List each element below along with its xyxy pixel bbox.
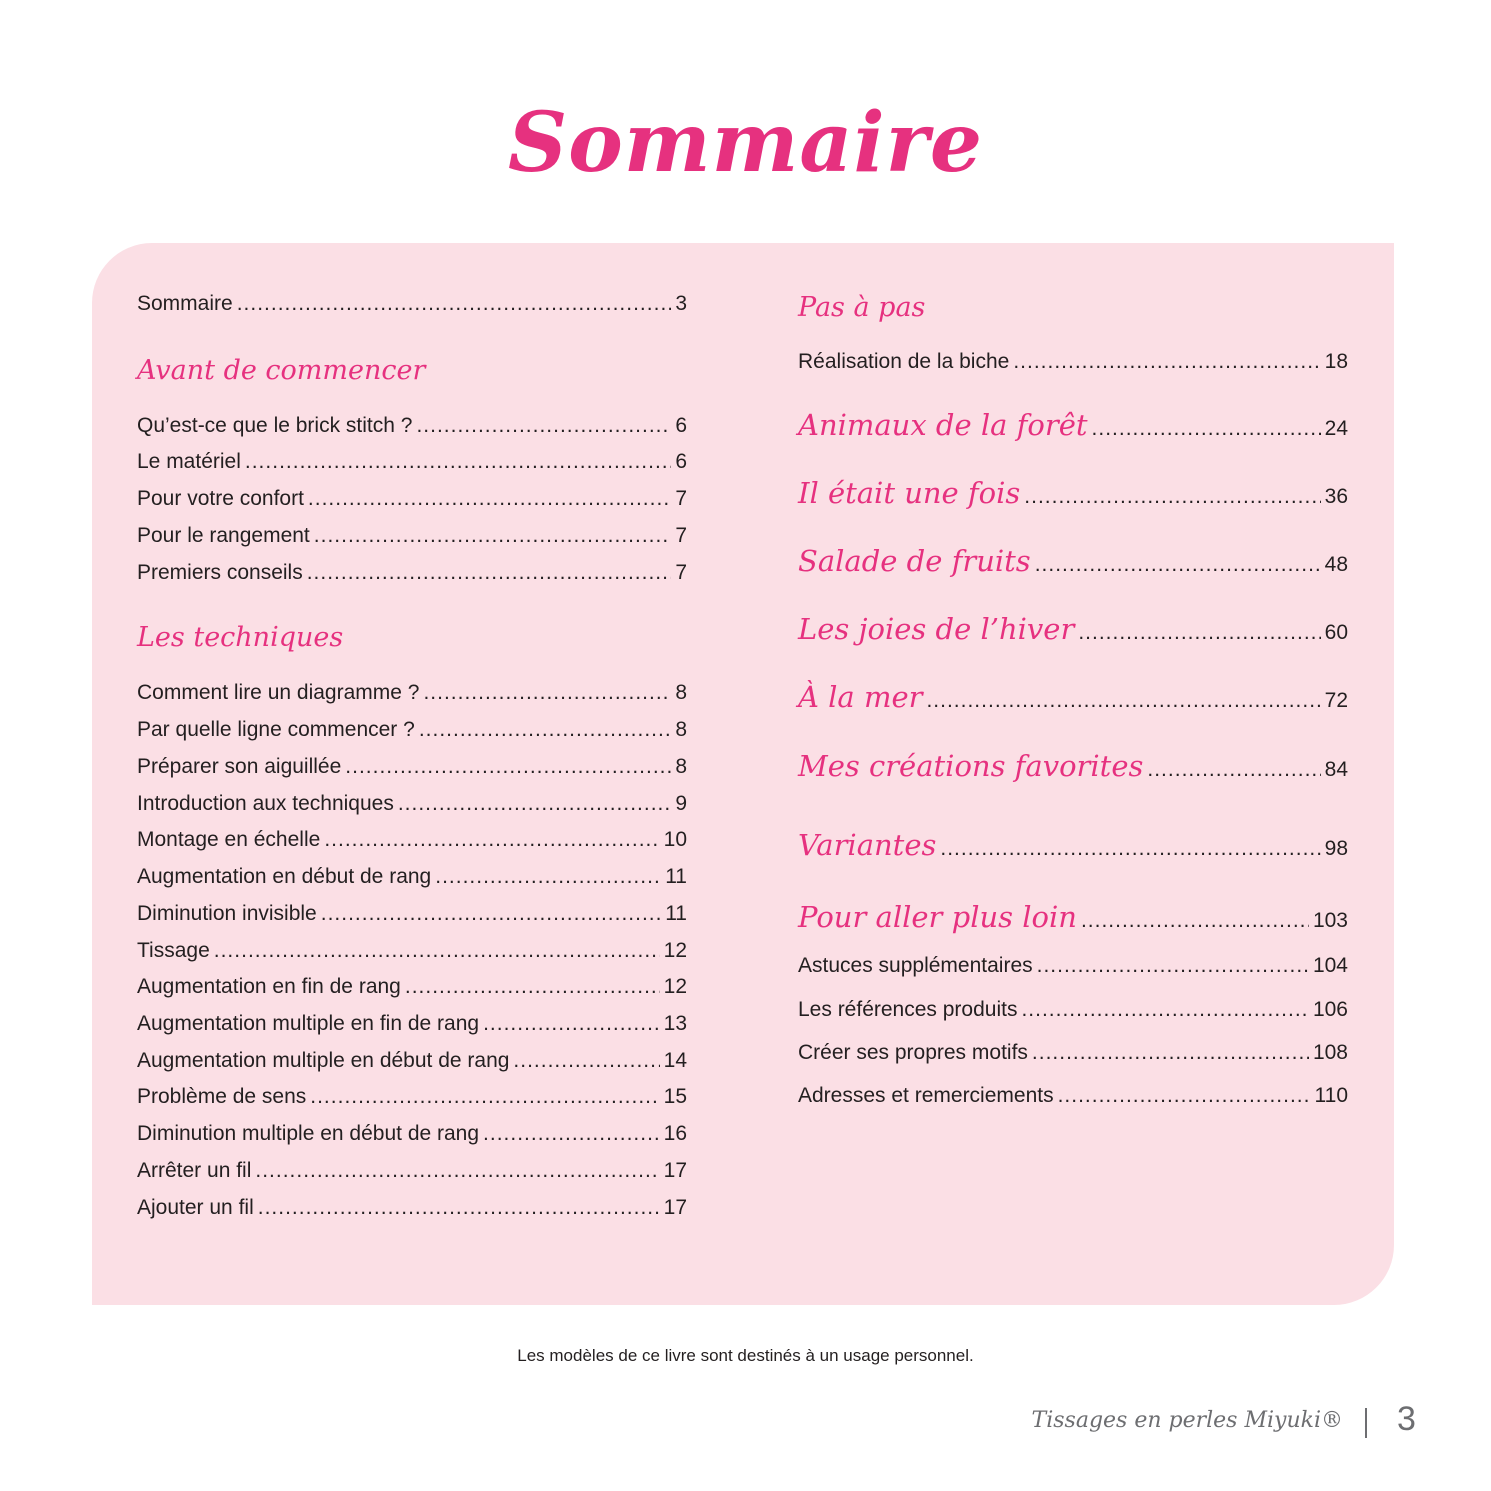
toc-entry[interactable] (798, 1040, 1348, 1066)
chapter-entry[interactable] (798, 476, 1348, 510)
toc-entry-page: 106 (1312, 998, 1348, 1021)
toc-entry-label: Comment lire un diagramme ? (137, 681, 420, 704)
toc-leader-dots (1058, 1083, 1311, 1109)
chapter-entry[interactable] (798, 680, 1348, 714)
toc-entry[interactable] (137, 523, 687, 549)
toc-entry[interactable] (137, 291, 687, 317)
toc-entry[interactable] (137, 791, 687, 817)
toc-entry[interactable] (137, 827, 687, 853)
toc-entry-label: Préparer son aiguillée (137, 755, 342, 778)
toc-entry-label: Réalisation de la biche (798, 350, 1010, 373)
running-title: Tissages en perles Miyuki® (1031, 1408, 1343, 1433)
chapter-page: 36 (1324, 485, 1348, 508)
toc-leader-dots (345, 754, 671, 780)
toc-entry[interactable] (137, 754, 687, 780)
toc-leader-dots (1035, 552, 1321, 578)
section-heading: Pas à pas (798, 292, 926, 323)
chapter-label: Les joies de l’hiver (798, 612, 1075, 646)
toc-leader-dots (1081, 908, 1309, 934)
toc-entry-label: Adresses et remerciements (798, 1084, 1054, 1107)
toc-leader-dots (255, 1158, 659, 1184)
toc-entry[interactable] (137, 560, 687, 586)
toc-entry-page: 16 (663, 1122, 687, 1145)
page-number: 3 (1397, 1400, 1416, 1438)
toc-entry[interactable] (137, 1158, 687, 1184)
toc-entry[interactable] (137, 486, 687, 512)
toc-entry[interactable] (137, 1084, 687, 1110)
toc-entry-page: 3 (675, 292, 687, 315)
toc-entry-label: Ajouter un fil (137, 1196, 254, 1219)
toc-entry-page: 17 (663, 1159, 687, 1182)
chapter-page: 48 (1324, 553, 1348, 576)
toc-leader-dots (321, 901, 661, 927)
toc-entry[interactable] (137, 413, 687, 439)
toc-entry-page: 10 (663, 828, 687, 851)
toc-entry-page: 6 (675, 450, 687, 473)
toc-leader-dots (307, 560, 672, 586)
toc-entry-label: Premiers conseils (137, 561, 303, 584)
toc-entry[interactable] (798, 1083, 1348, 1109)
chapter-page: 24 (1324, 417, 1348, 440)
chapter-label: Animaux de la forêt (798, 408, 1088, 442)
folio-separator (1365, 1408, 1367, 1438)
toc-entry[interactable] (137, 864, 687, 890)
chapter-page: 60 (1324, 621, 1348, 644)
toc-leader-dots (435, 864, 661, 890)
chapter-label: Variantes (798, 828, 937, 862)
toc-entry[interactable] (798, 349, 1348, 375)
toc-entry-label: Augmentation en fin de rang (137, 975, 401, 998)
chapter-entry[interactable] (798, 408, 1348, 442)
toc-entry-page: 11 (665, 865, 687, 888)
toc-entry-page: 12 (663, 939, 687, 962)
toc-leader-dots (940, 836, 1320, 862)
toc-entry[interactable] (137, 1048, 687, 1074)
toc-leader-dots (324, 827, 659, 853)
toc-entry-page: 11 (665, 902, 687, 925)
toc-leader-dots (513, 1048, 659, 1074)
toc-entry-label: Les références produits (798, 998, 1018, 1021)
toc-entry-page: 18 (1324, 350, 1348, 373)
toc-leader-dots (310, 1084, 659, 1110)
toc-leader-dots (237, 291, 672, 317)
toc-leader-dots (1032, 1040, 1309, 1066)
toc-leader-dots (416, 413, 671, 439)
toc-entry[interactable] (137, 1121, 687, 1147)
toc-leader-dots (1147, 757, 1320, 783)
chapter-page: 84 (1324, 758, 1348, 781)
toc-entry[interactable] (137, 974, 687, 1000)
toc-entry-page: 7 (675, 524, 687, 547)
section-heading: Les techniques (137, 622, 344, 653)
toc-entry-label: Introduction aux techniques (137, 792, 394, 815)
chapter-label: À la mer (798, 680, 923, 714)
toc-leader-dots (398, 791, 671, 817)
toc-entry-label: Pour votre confort (137, 487, 304, 510)
toc-entry[interactable] (137, 1011, 687, 1037)
toc-entry-label: Montage en échelle (137, 828, 321, 851)
toc-leader-dots (423, 680, 671, 706)
toc-entry-page: 7 (675, 561, 687, 584)
toc-leader-dots (214, 938, 660, 964)
toc-entry[interactable] (137, 449, 687, 475)
section-heading: Avant de commencer (137, 355, 426, 386)
toc-entry-page: 13 (663, 1012, 687, 1035)
toc-entry-label: Diminution invisible (137, 902, 317, 925)
chapter-entry[interactable] (798, 900, 1348, 934)
toc-entry-label: Tissage (137, 939, 210, 962)
toc-leader-dots (405, 974, 660, 1000)
toc-entry-label: Augmentation multiple en fin de rang (137, 1012, 480, 1035)
toc-leader-dots (1092, 416, 1321, 442)
toc-entry-page: 12 (663, 975, 687, 998)
toc-entry-label: Pour le rangement (137, 524, 310, 547)
toc-entry[interactable] (137, 717, 687, 743)
toc-entry-label: Qu’est-ce que le brick stitch ? (137, 414, 413, 437)
toc-entry-label: Arrêter un fil (137, 1159, 252, 1182)
toc-entry-page: 15 (663, 1085, 687, 1108)
toc-entry-page: 14 (663, 1049, 687, 1072)
toc-leader-dots (1037, 953, 1309, 979)
toc-entry-label: Augmentation en début de rang (137, 865, 432, 888)
toc-leader-dots (1013, 349, 1320, 375)
toc-leader-dots (308, 486, 671, 512)
toc-entry-page: 108 (1312, 1041, 1348, 1064)
toc-entry-page: 8 (675, 718, 687, 741)
toc-leader-dots (483, 1011, 660, 1037)
toc-leader-dots (314, 523, 672, 549)
toc-entry-label: Problème de sens (137, 1085, 307, 1108)
toc-entry-label: Sommaire (137, 292, 233, 315)
toc-entry-page: 17 (663, 1196, 687, 1219)
toc-leader-dots (245, 449, 671, 475)
toc-leader-dots (483, 1121, 660, 1147)
chapter-entry[interactable] (798, 749, 1348, 783)
toc-entry-label: Créer ses propres motifs (798, 1041, 1028, 1064)
toc-entry[interactable] (137, 901, 687, 927)
chapter-label: Salade de fruits (798, 544, 1031, 578)
toc-entry-page: 104 (1312, 954, 1348, 977)
toc-leader-dots (926, 688, 1320, 714)
toc-entry[interactable] (137, 1195, 687, 1221)
toc-entry[interactable] (798, 997, 1348, 1023)
toc-entry-label: Le matériel (137, 450, 241, 473)
chapter-entry[interactable] (798, 612, 1348, 646)
chapter-page: 103 (1312, 909, 1348, 932)
usage-note: Les modèles de ce livre sont destinés à un usage personnel. (517, 1346, 974, 1365)
toc-leader-dots (1078, 620, 1320, 646)
toc-leader-dots (419, 717, 672, 743)
chapter-entry[interactable] (798, 544, 1348, 578)
toc-entry-label: Par quelle ligne commencer ? (137, 718, 415, 741)
chapter-label: Mes créations favorites (798, 749, 1144, 783)
chapter-page: 72 (1324, 689, 1348, 712)
toc-entry-page: 6 (675, 414, 687, 437)
toc-entry-label: Augmentation multiple en début de rang (137, 1049, 510, 1072)
toc-entry-page: 8 (675, 755, 687, 778)
toc-entry[interactable] (137, 680, 687, 706)
toc-entry[interactable] (798, 953, 1348, 979)
chapter-label: Pour aller plus loin (798, 900, 1077, 934)
toc-leader-dots (258, 1195, 660, 1221)
toc-entry-page: 9 (675, 792, 687, 815)
chapter-entry[interactable] (798, 828, 1348, 862)
chapter-page: 98 (1324, 837, 1348, 860)
chapter-label: Il était une fois (798, 476, 1021, 510)
page-title: Sommaire (507, 95, 984, 191)
toc-leader-dots (1021, 997, 1308, 1023)
toc-entry-page: 7 (675, 487, 687, 510)
toc-entry-label: Diminution multiple en début de rang (137, 1122, 480, 1145)
toc-entry-page: 110 (1314, 1084, 1348, 1107)
toc-leader-dots (1024, 484, 1320, 510)
toc-entry-label: Astuces supplémentaires (798, 954, 1033, 977)
toc-entry[interactable] (137, 938, 687, 964)
toc-entry-page: 8 (675, 681, 687, 704)
